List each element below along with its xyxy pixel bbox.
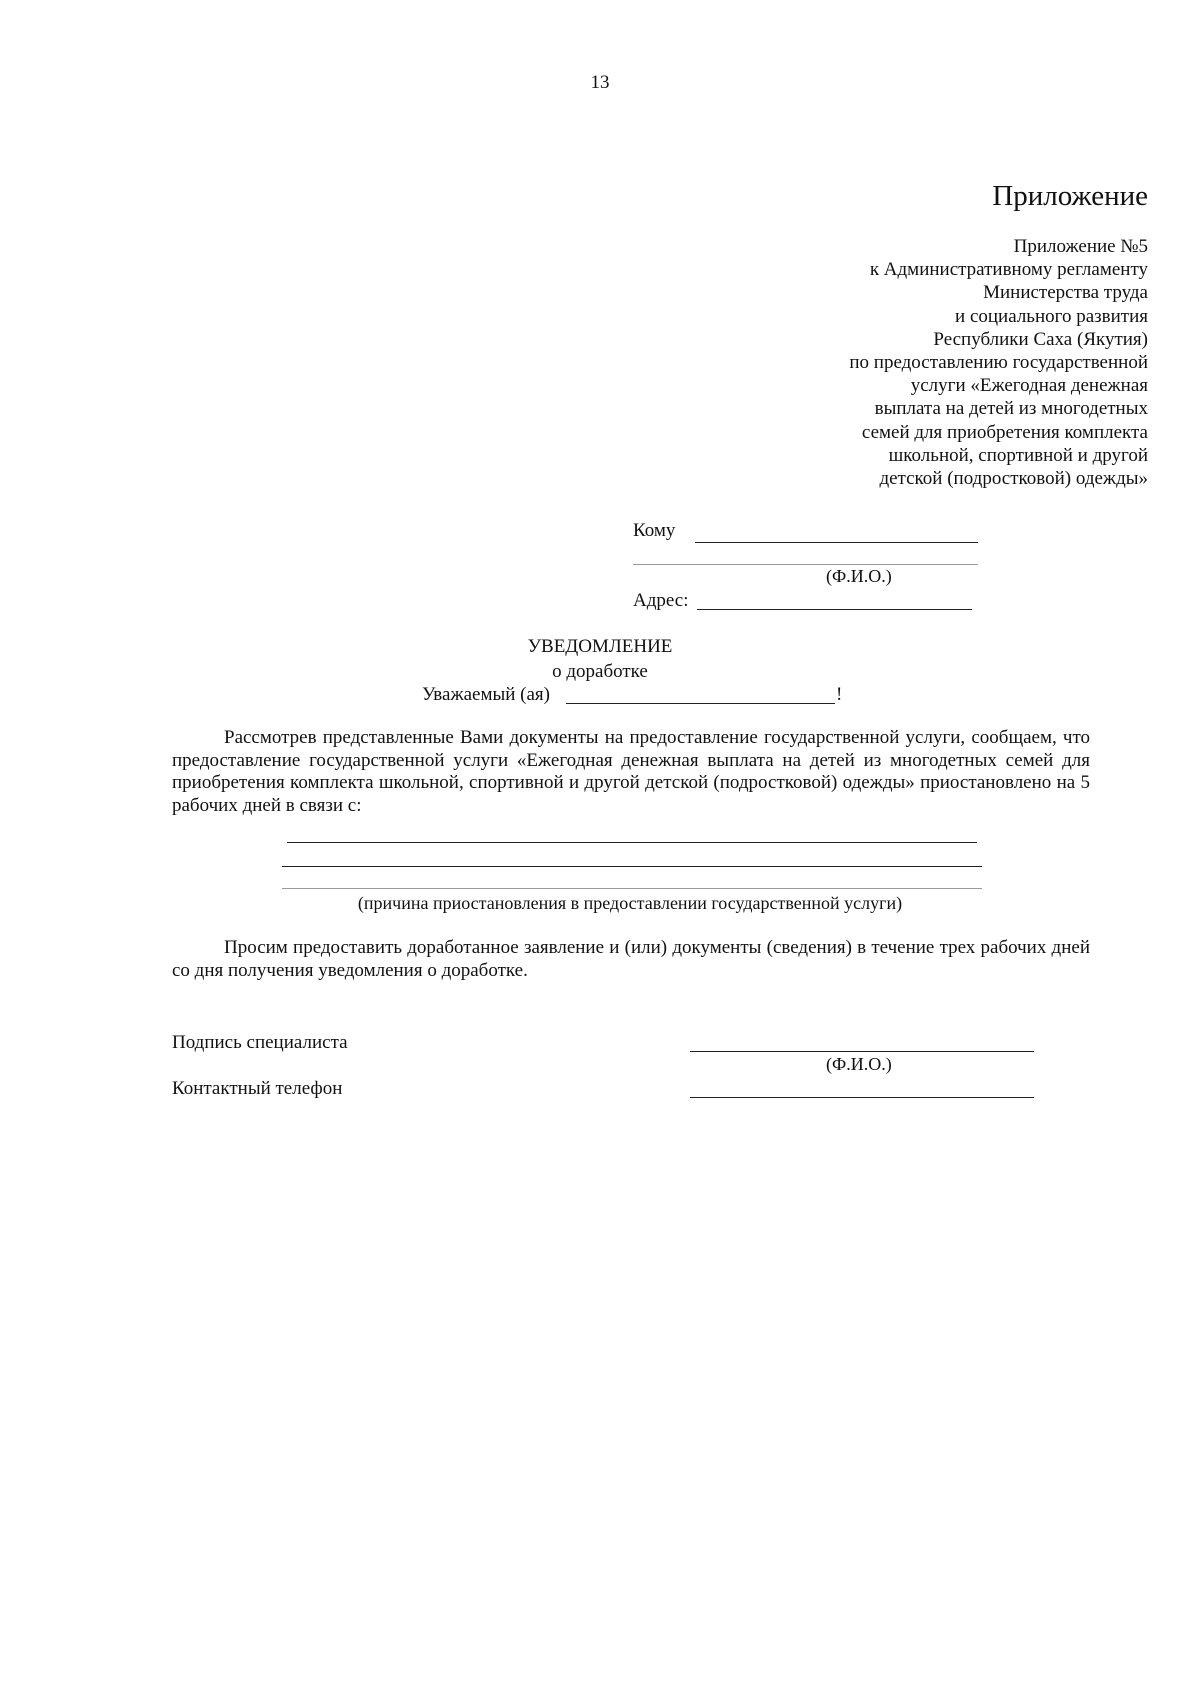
notice-title: УВЕДОМЛЕНИЕ [527,636,673,657]
appendix-header-line: к Административному регламенту [869,259,1148,281]
to-label: Кому [633,520,676,541]
greeting-exclamation: ! [836,684,843,705]
appendix-header-line: детской (подростковой) одежды» [879,468,1148,490]
reason-line-2 [282,866,982,867]
reason-line-1 [287,842,977,843]
appendix-header-line: Министерства труда [983,282,1148,304]
greeting-label: Уважаемый (ая) [422,684,550,705]
appendix-header-line: Приложение №5 [1013,236,1148,257]
address-line [697,609,972,610]
notice-paragraph-2: Просим предоставить доработанное заявление и (или) документы (сведения) в течение трех рабочих дней со дня получения уведомления о доработке. [172,937,1090,981]
appendix-title: Приложение [992,180,1148,212]
page-number: 13 [590,72,610,93]
recipient-name-line-2 [633,564,978,565]
appendix-header-line: услуги «Ежегодная денежная [910,375,1148,397]
appendix-header-line: и социального развития [955,305,1148,327]
notice-paragraph-1: Рассмотрев представленные Вами документы на предоставление государственной услуги, сообщаем, что предоставление государственной услуги «Ежегодная денежная выплата на детей из многодетных семей для приобретения комплекта школьной, спортивной и другой детской (подростковой) одежды» приостановлено на 5 рабочих дней в связи с: [172,727,1090,816]
specialist-name-hint: (Ф.И.О.) [826,1054,892,1074]
specialist-signature-label: Подпись специалиста [172,1032,348,1053]
reason-line-3 [282,888,982,889]
recipient-name-line [695,542,978,543]
reason-hint: (причина приостановления в предоставлении государственной услуги) [357,893,903,913]
contact-phone-label: Контактный телефон [172,1078,343,1099]
notice-subtitle: о доработке [552,661,648,682]
specialist-signature-line [690,1051,1034,1052]
appendix-header-line: выплата на детей из многодетных [874,398,1148,420]
contact-phone-line [690,1097,1034,1098]
appendix-header-line: школьной, спортивной и другой [888,444,1148,466]
appendix-header-line: Республики Саха (Якутия) [933,328,1148,350]
appendix-header-line: семей для приобретения комплекта [861,421,1148,443]
appendix-header-line: по предоставлению государственной [849,352,1148,374]
recipient-name-hint: (Ф.И.О.) [826,566,892,586]
appendix-header-block [849,235,1148,490]
greeting-name-line [566,703,835,704]
address-label: Адрес: [633,590,689,611]
